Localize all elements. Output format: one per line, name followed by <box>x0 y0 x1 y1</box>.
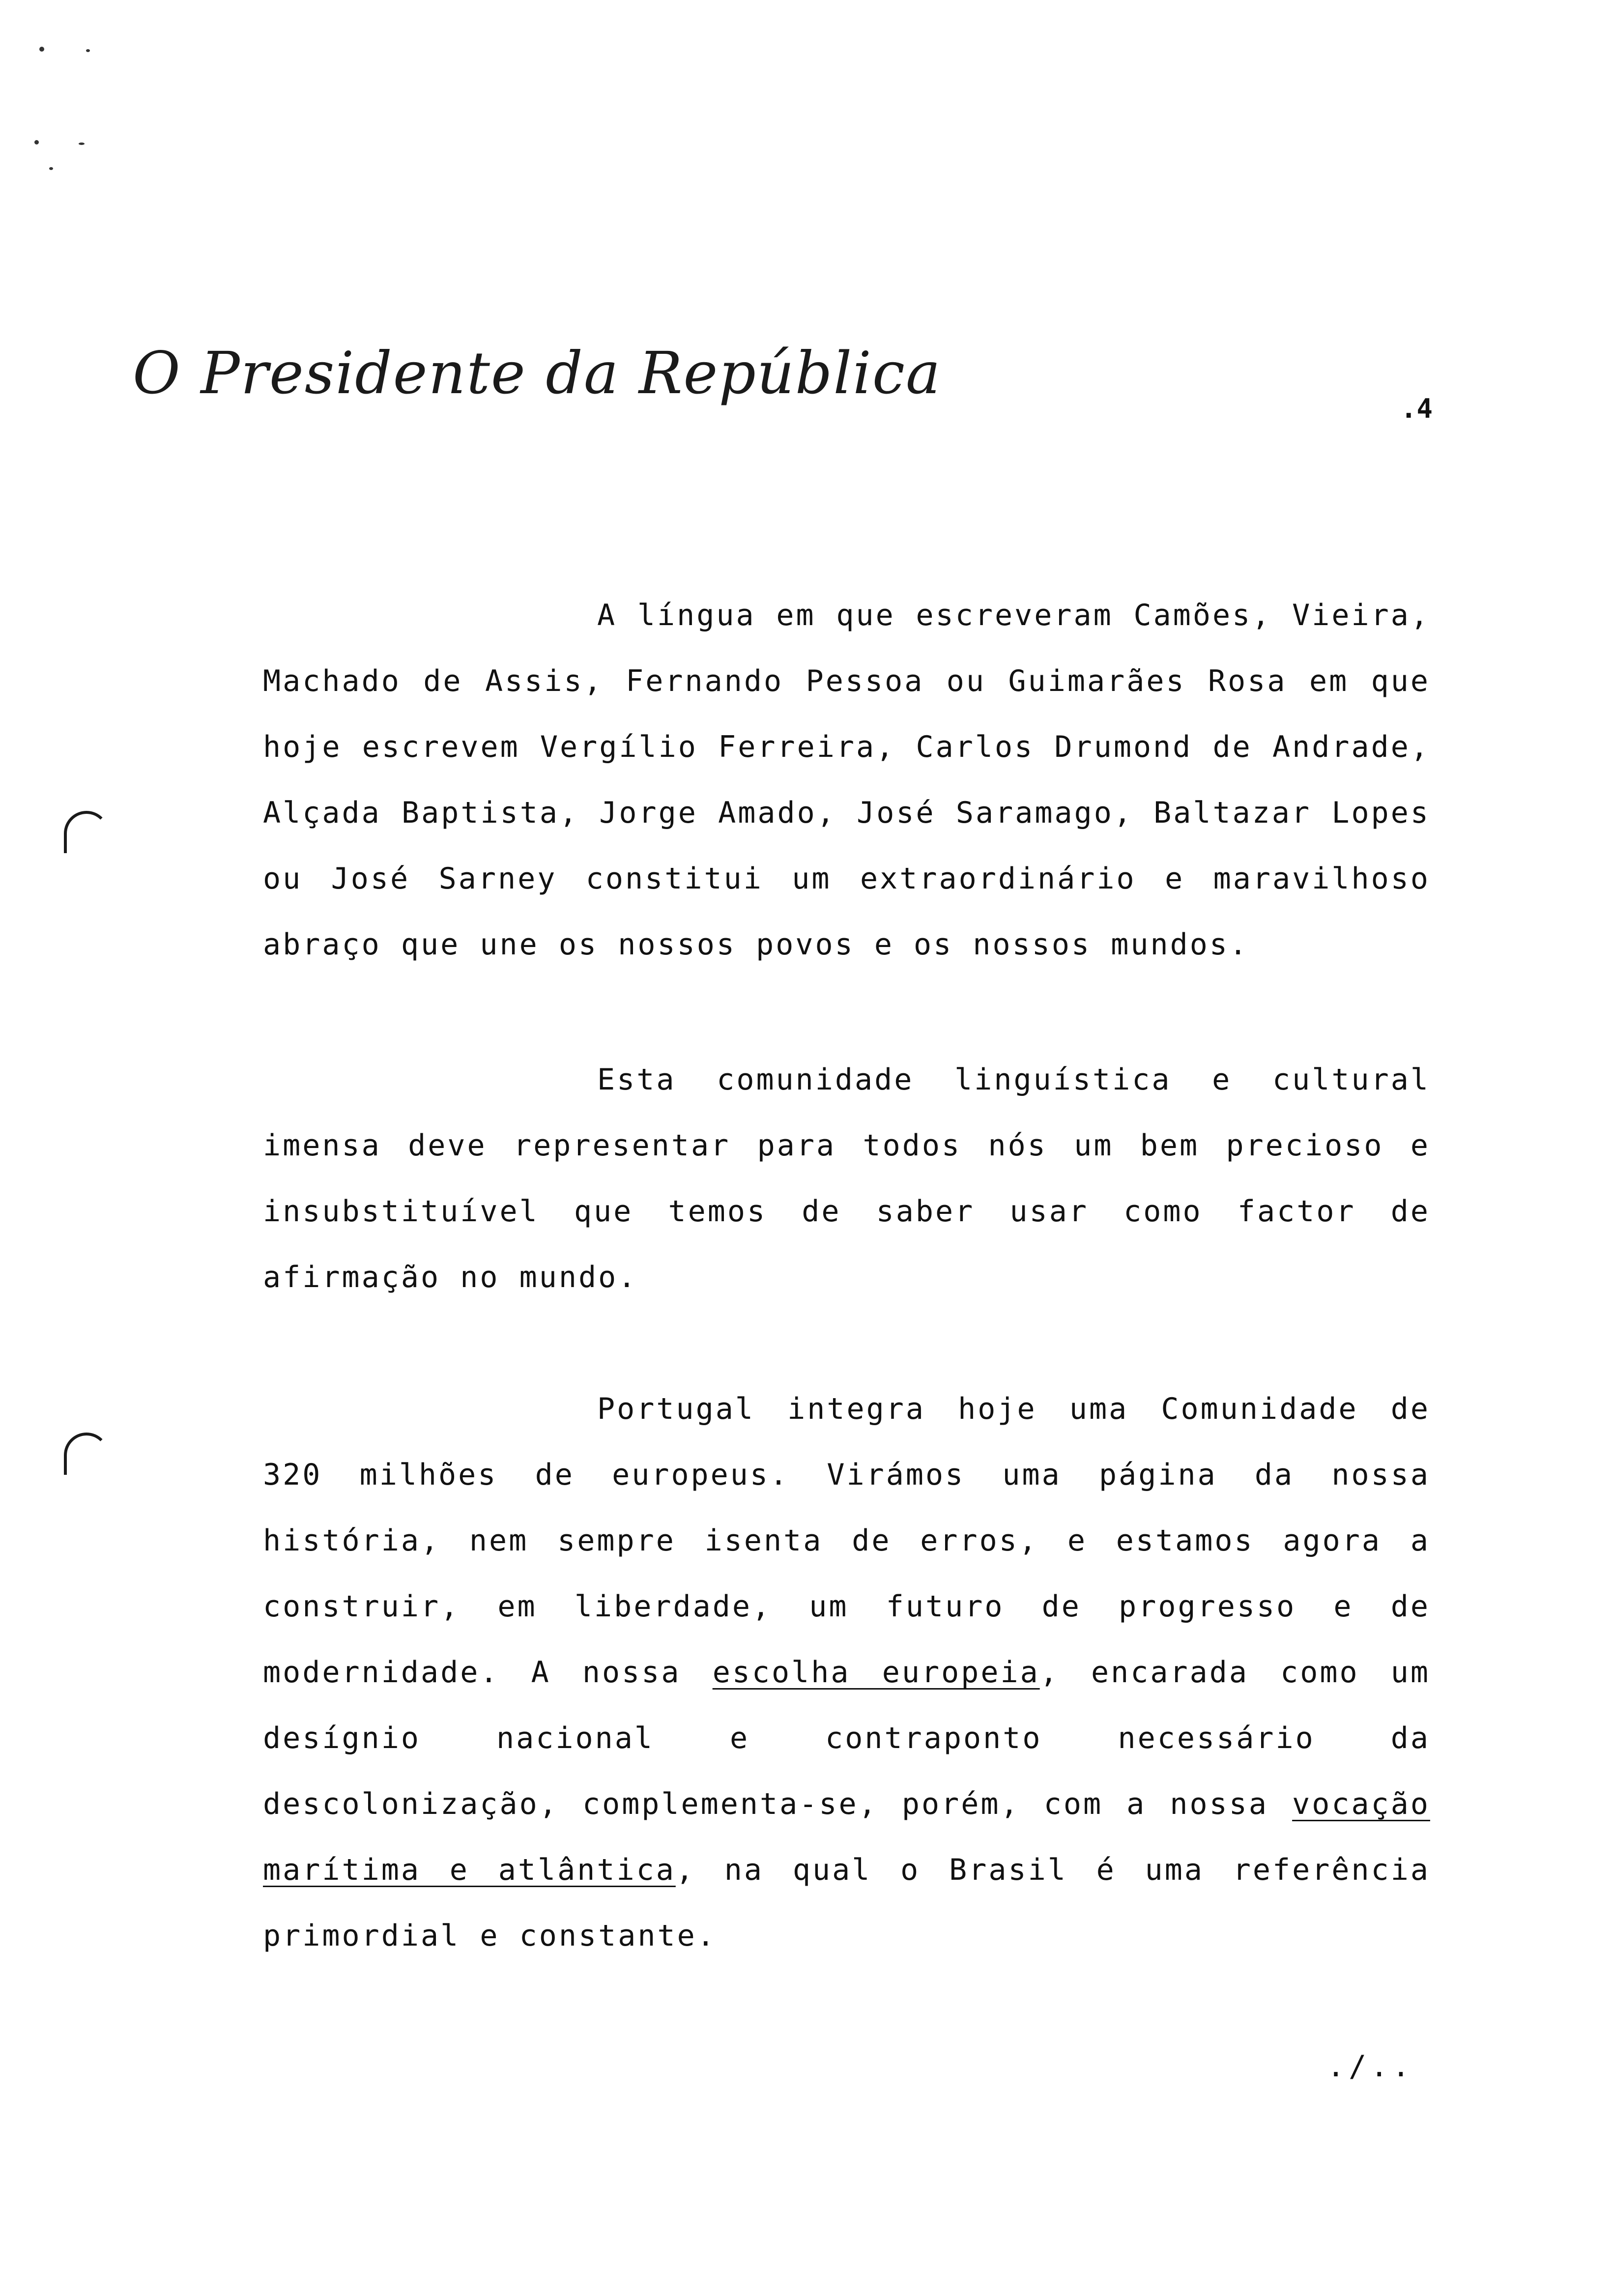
paragraph-text: Esta comunidade linguística e cultural imensa deve representar para todos nós um bem precioso e insubstituível que temos de saber usar como factor de afirmação no mundo. <box>263 1062 1430 1294</box>
paragraph-3 <box>263 1376 1430 1969</box>
scan-speck <box>86 49 90 52</box>
scan-speck <box>79 143 85 145</box>
text-segment: , encarada como um desígnio nacional e contraponto necessário da descolonização, complementa-se, porém, com a nossa <box>263 1655 1430 1821</box>
scan-speck <box>34 140 39 144</box>
paragraph-2 <box>263 1047 1430 1310</box>
paragraph-text <box>263 1376 1430 1969</box>
paragraph-1 <box>263 582 1430 977</box>
underlined-phrase: escolha europeia <box>712 1655 1040 1690</box>
scan-speck <box>39 47 44 52</box>
paragraph-text: A língua em que escreveram Camões, Vieira, Machado de Assis, Fernando Pessoa ou Guimarães Rosa em que hoje escrevem Vergílio Ferreira, Carlos Drumond de Andrade, Alçada Baptista, Jorge Amado, José Saramago, Baltazar Lopes ou José Sarney constitui um extraordinário e maravilhoso abraço que une os nossos povos e os nossos mundos. <box>263 598 1430 962</box>
punch-hole-mark <box>64 811 109 853</box>
text-segment: Portugal integra hoje uma Comunidade de 320 milhões de europeus. Virámos uma página da nossa história, nem sempre isenta de erros, e estamos agora a construir, em liberdade, um futuro de progresso e de modernidade. A nossa <box>263 1392 1430 1690</box>
scan-speck <box>49 167 53 170</box>
punch-hole-mark <box>64 1433 109 1475</box>
page-number: .4 <box>1401 393 1433 424</box>
continuation-mark: ./.. <box>1327 2049 1414 2084</box>
underlined-phrase: vocação marítima e atlântica <box>263 1787 1430 1887</box>
text-segment: , na qual o Brasil é uma referência primordial e constante. <box>263 1853 1430 1953</box>
letterhead-title: O Presidente da República <box>133 339 942 407</box>
